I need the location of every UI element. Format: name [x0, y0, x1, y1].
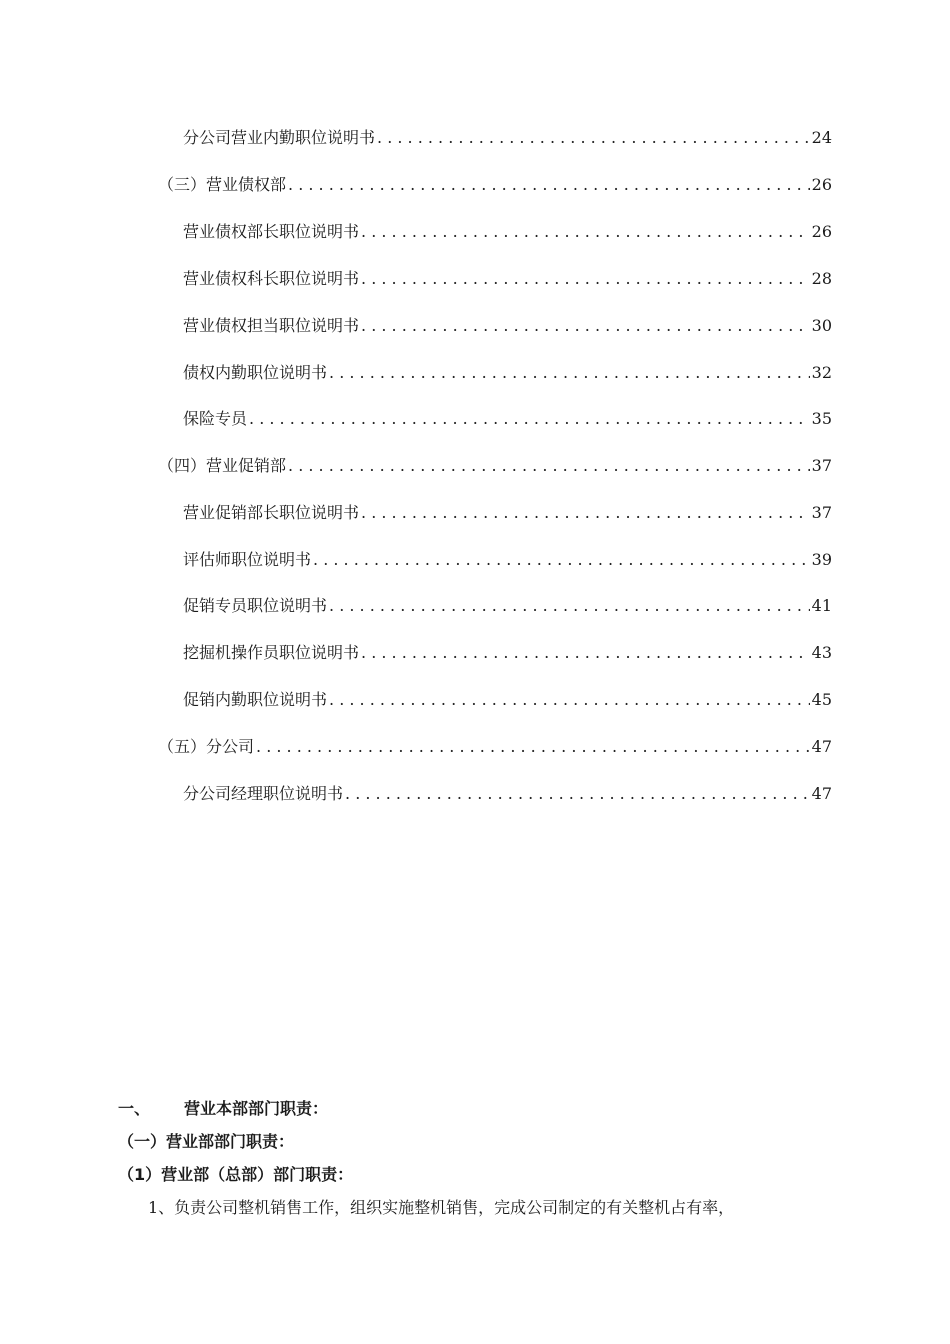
toc-entry-page: 39	[811, 550, 832, 569]
toc-entry-label: 债权内勤职位说明书	[183, 363, 328, 382]
toc-entry-page: 37	[811, 503, 832, 522]
toc-entry-page: 32	[811, 363, 832, 382]
toc-leader-dots	[361, 220, 810, 244]
toc-entry-label: 评估师职位说明书	[183, 550, 312, 569]
toc-entry-label: 促销专员职位说明书	[183, 596, 328, 615]
toc-leader-dots	[256, 735, 810, 759]
toc-entry[interactable]	[183, 501, 832, 525]
toc-entry[interactable]	[183, 126, 832, 150]
toc-entry-label: 保险专员	[183, 409, 248, 428]
toc-entry-page: 26	[811, 175, 832, 194]
section-title: 营业本部部门职责：	[184, 1099, 329, 1118]
toc-entry[interactable]	[183, 548, 832, 572]
toc-entry[interactable]	[183, 594, 832, 618]
toc-entry-page: 45	[811, 690, 832, 709]
toc-entry-label: 营业债权部长职位说明书	[183, 222, 360, 241]
body-paragraph: 1、负责公司整机销售工作，组织实施整机销售，完成公司制定的有关整机占有率，	[148, 1198, 735, 1217]
toc-entry-label: 营业债权科长职位说明书	[183, 269, 360, 288]
toc-entry[interactable]	[183, 361, 832, 385]
toc-entry[interactable]	[183, 314, 832, 338]
toc-leader-dots	[377, 126, 810, 150]
toc-leader-dots	[249, 407, 810, 431]
toc-entry-label: 营业促销部长职位说明书	[183, 503, 360, 522]
toc-entry[interactable]	[183, 407, 832, 431]
section-heading-1	[118, 1096, 328, 1119]
toc-entry-page: 43	[811, 643, 832, 662]
toc-leader-dots	[288, 454, 810, 478]
toc-entry[interactable]	[183, 267, 832, 291]
toc-entry-page: 26	[811, 222, 832, 241]
toc-entry[interactable]	[158, 735, 832, 759]
toc-entry[interactable]	[158, 454, 832, 478]
toc-entry-label: 挖掘机操作员职位说明书	[183, 643, 360, 662]
toc-entry-page: 37	[811, 456, 832, 475]
toc-entry-label: （三）营业债权部	[158, 175, 287, 194]
toc-leader-dots	[361, 641, 810, 665]
toc-entry-page: 24	[811, 128, 832, 147]
toc-leader-dots	[329, 594, 810, 618]
toc-entry-page: 47	[811, 784, 832, 803]
toc-entry-page: 47	[811, 737, 832, 756]
toc-leader-dots	[361, 501, 810, 525]
section-heading-3: （1）营业部（总部）部门职责：	[118, 1165, 354, 1184]
toc-entry-label: （四）营业促销部	[158, 456, 287, 475]
toc-entry-page: 28	[811, 269, 832, 288]
toc-entry-label: 营业债权担当职位说明书	[183, 316, 360, 335]
toc-entry-label: 促销内勤职位说明书	[183, 690, 328, 709]
toc-entry[interactable]	[183, 782, 832, 806]
toc-entry-label: 分公司经理职位说明书	[183, 784, 344, 803]
section-number: 一、	[118, 1099, 151, 1118]
toc-entry[interactable]	[183, 641, 832, 665]
toc-entry[interactable]	[183, 688, 832, 712]
toc-entry[interactable]	[183, 220, 832, 244]
toc-leader-dots	[313, 548, 810, 572]
toc-leader-dots	[329, 361, 810, 385]
toc-entry-label: （五）分公司	[158, 737, 255, 756]
toc-leader-dots	[361, 314, 810, 338]
toc-entry-page: 30	[811, 316, 832, 335]
toc-leader-dots	[288, 173, 810, 197]
toc-leader-dots	[345, 782, 810, 806]
toc-entry-page: 41	[811, 596, 832, 615]
toc-leader-dots	[361, 267, 810, 291]
toc-leader-dots	[329, 688, 810, 712]
toc-entry[interactable]	[158, 173, 832, 197]
section-heading-2: （一）营业部部门职责：	[118, 1132, 295, 1151]
toc-entry-label: 分公司营业内勤职位说明书	[183, 128, 376, 147]
toc-entry-page: 35	[811, 409, 832, 428]
